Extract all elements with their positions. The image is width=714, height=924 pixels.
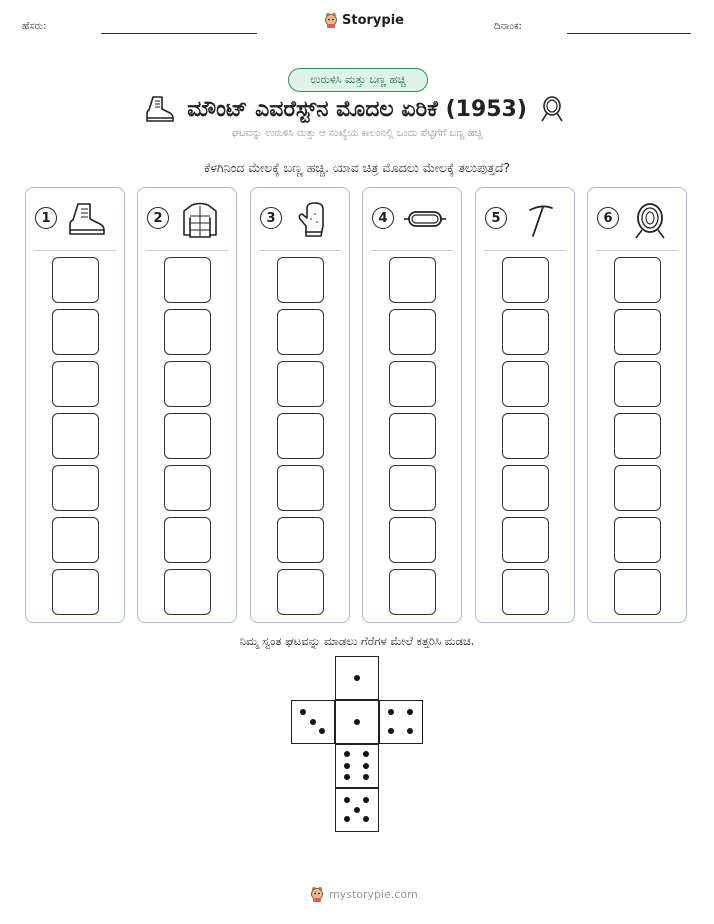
page-title-row [80, 94, 630, 124]
goggles-icon [403, 200, 447, 240]
die-pip [344, 816, 350, 822]
color-box[interactable] [164, 413, 211, 459]
name-label: ಹೆಸರು: [22, 21, 47, 32]
color-box[interactable] [164, 569, 211, 615]
color-box[interactable] [502, 361, 549, 407]
die-face-1 [335, 656, 379, 700]
color-box[interactable] [389, 361, 436, 407]
color-box[interactable] [614, 517, 661, 563]
color-box[interactable] [164, 517, 211, 563]
column-1 [25, 187, 125, 623]
die-face-3 [291, 700, 335, 744]
column-divider [596, 250, 678, 251]
column-3 [250, 187, 350, 623]
subtitle: ಘಟವನ್ನು ಉರುಳಿಸಿ ಮತ್ತು ಆ ಸಂಖ್ಯೆಯ ಕಾಲಂನಲ್ಲಿ ಒಂದು ಪೆಟ್ಟಿಗೆಗೆ ಬಣ್ಣ ಹಚ್ಚಿ [231, 128, 483, 139]
color-box[interactable] [614, 361, 661, 407]
die-pip [344, 774, 350, 780]
color-box[interactable] [277, 413, 324, 459]
column-6 [587, 187, 687, 623]
rope-icon [628, 200, 672, 240]
jacket-icon [178, 200, 222, 240]
color-box[interactable] [52, 465, 99, 511]
column-divider [146, 250, 228, 251]
color-box[interactable] [614, 257, 661, 303]
die-pip [354, 807, 360, 813]
color-box[interactable] [502, 517, 549, 563]
die-pip [354, 719, 360, 725]
color-box[interactable] [52, 569, 99, 615]
die-pip [407, 728, 413, 734]
brand-logo [324, 12, 404, 28]
name-line[interactable] [101, 33, 257, 34]
color-box[interactable] [502, 257, 549, 303]
color-box[interactable] [164, 361, 211, 407]
ice-axe-icon [516, 200, 560, 240]
die-pip [363, 751, 369, 757]
color-box[interactable] [502, 309, 549, 355]
column-2 [137, 187, 237, 623]
column-header [363, 188, 461, 248]
color-box[interactable] [164, 465, 211, 511]
footer-url[interactable]: mystorypie.com [329, 887, 418, 901]
color-box[interactable] [389, 569, 436, 615]
color-box[interactable] [277, 257, 324, 303]
die-pip [354, 675, 360, 681]
die-pip [388, 728, 394, 734]
color-box[interactable] [52, 413, 99, 459]
color-box[interactable] [614, 413, 661, 459]
color-box[interactable] [389, 465, 436, 511]
column-number: 6 [597, 207, 619, 229]
brand-name: Storypie [342, 12, 404, 28]
die-pip [344, 797, 350, 803]
column-number: 5 [485, 207, 507, 229]
die-face-5 [335, 788, 379, 832]
question: ಕೆಳಗಿನಿಂದ ಮೇಲಕ್ಕೆ ಬಣ್ಣ ಹಚ್ಚಿ. ಯಾವ ಚಿತ್ರ ಮೊದಲು ಮೇಲಕ್ಕೆ ತಲುಪುತ್ತದೆ? [203, 160, 511, 175]
color-box[interactable] [277, 517, 324, 563]
color-box[interactable] [52, 517, 99, 563]
column-divider [484, 250, 566, 251]
column-divider [259, 250, 341, 251]
color-box[interactable] [614, 465, 661, 511]
die-pip [407, 709, 413, 715]
column-number: 3 [260, 207, 282, 229]
page-title: ಮೌಂಟ್ ಎವರೆಸ್ಟ್‌ನ ಮೊದಲ ಏರಿಕೆ (1953) [187, 96, 527, 122]
column-divider [371, 250, 453, 251]
color-box[interactable] [52, 361, 99, 407]
column-header [138, 188, 236, 248]
date-label: ದಿನಾಂಕ: [494, 21, 522, 32]
boot-icon [145, 95, 175, 123]
mitten-icon [291, 200, 335, 240]
die-pip [300, 709, 306, 715]
color-box[interactable] [277, 569, 324, 615]
color-box[interactable] [614, 309, 661, 355]
die-instruction: ನಿಮ್ಮ ಸ್ವಂತ ಘಟವನ್ನು ಮಾಡಲು ಗೆರೆಗಳ ಮೇಲೆ ಕತ್ತರಿಸಿ ಮಡಚಿ. [239, 634, 475, 648]
color-box[interactable] [52, 309, 99, 355]
die-face-1 [335, 700, 379, 744]
die-pip [319, 728, 325, 734]
column-header [476, 188, 574, 248]
column-5 [475, 187, 575, 623]
die-pip [388, 709, 394, 715]
die-pip [344, 763, 350, 769]
column-number: 2 [147, 207, 169, 229]
color-box[interactable] [502, 465, 549, 511]
storypie-mascot-icon [324, 12, 338, 28]
color-box[interactable] [164, 309, 211, 355]
color-box[interactable] [52, 257, 99, 303]
die-pip [363, 774, 369, 780]
color-box[interactable] [164, 257, 211, 303]
color-box[interactable] [389, 257, 436, 303]
boot-icon [66, 200, 110, 240]
color-box[interactable] [277, 309, 324, 355]
die-pip [363, 797, 369, 803]
footer [310, 886, 418, 902]
color-box[interactable] [277, 361, 324, 407]
die-pip [310, 719, 316, 725]
die-pip [344, 751, 350, 757]
color-box[interactable] [614, 569, 661, 615]
color-box[interactable] [277, 465, 324, 511]
activity-badge: ಉರುಳಿಸಿ ಮತ್ತು ಬಣ್ಣ ಹಚ್ಚಿ [288, 68, 428, 92]
die-face-4 [379, 700, 423, 744]
die-pip [363, 763, 369, 769]
column-divider [34, 250, 116, 251]
column-header [588, 188, 686, 248]
column-header [251, 188, 349, 248]
column-number: 4 [372, 207, 394, 229]
rope-icon [539, 95, 565, 123]
date-line[interactable] [567, 33, 691, 34]
die-face-6 [335, 744, 379, 788]
color-box[interactable] [502, 569, 549, 615]
storypie-mascot-icon [310, 886, 324, 902]
column-4 [362, 187, 462, 623]
column-header [26, 188, 124, 248]
color-box[interactable] [502, 413, 549, 459]
color-box[interactable] [389, 517, 436, 563]
color-box[interactable] [389, 413, 436, 459]
die-pip [363, 816, 369, 822]
column-number: 1 [35, 207, 57, 229]
color-box[interactable] [389, 309, 436, 355]
